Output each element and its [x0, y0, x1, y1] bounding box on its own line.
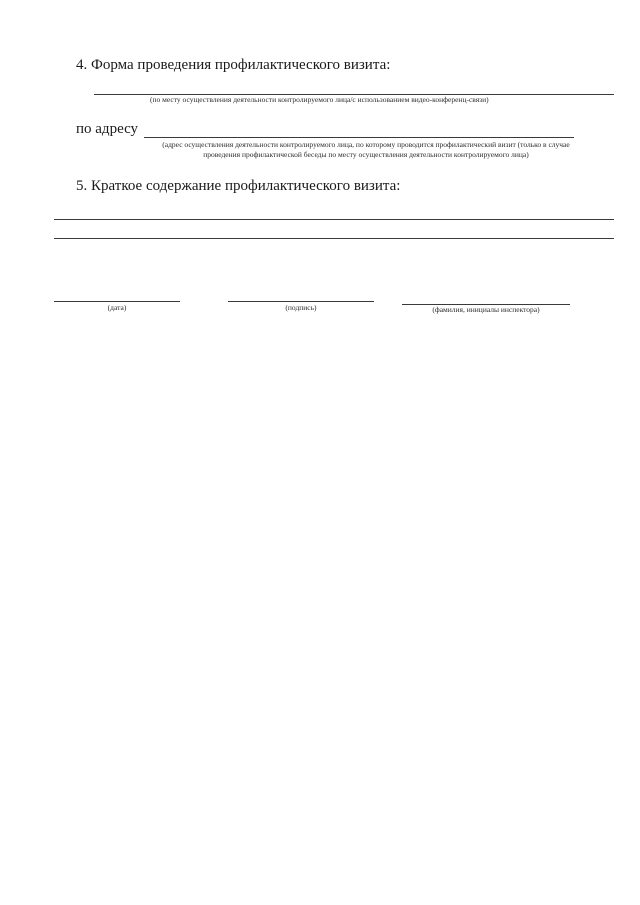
form-of-visit-caption: (по месту осуществления деятельности контролируемого лица/с использованием видео-конференц-связи) [150, 95, 489, 104]
content-line-1 [54, 219, 614, 220]
address-label: по адресу [76, 121, 139, 137]
inspector-name-caption: (фамилия, инициалы инспектора) [432, 305, 540, 314]
address-caption [116, 140, 616, 160]
address-caption-line-1: (адрес осуществления деятельности контролируемого лица, по которому проводится профилактический визит (только в случае [162, 140, 570, 149]
section-5-heading: 5. Краткое содержание профилактического визита: [76, 178, 401, 194]
content-line-2 [54, 238, 614, 239]
date-line [54, 301, 180, 302]
signature-line [228, 301, 374, 302]
date-caption: (дата) [107, 303, 127, 312]
address-caption-line-2: проведения профилактической беседы по месту осуществления деятельности контролируемого лица) [203, 150, 529, 159]
address-line [144, 137, 574, 138]
signature-caption: (подпись) [285, 303, 317, 312]
section-4-heading: 4. Форма проведения профилактического визита: [76, 57, 391, 73]
